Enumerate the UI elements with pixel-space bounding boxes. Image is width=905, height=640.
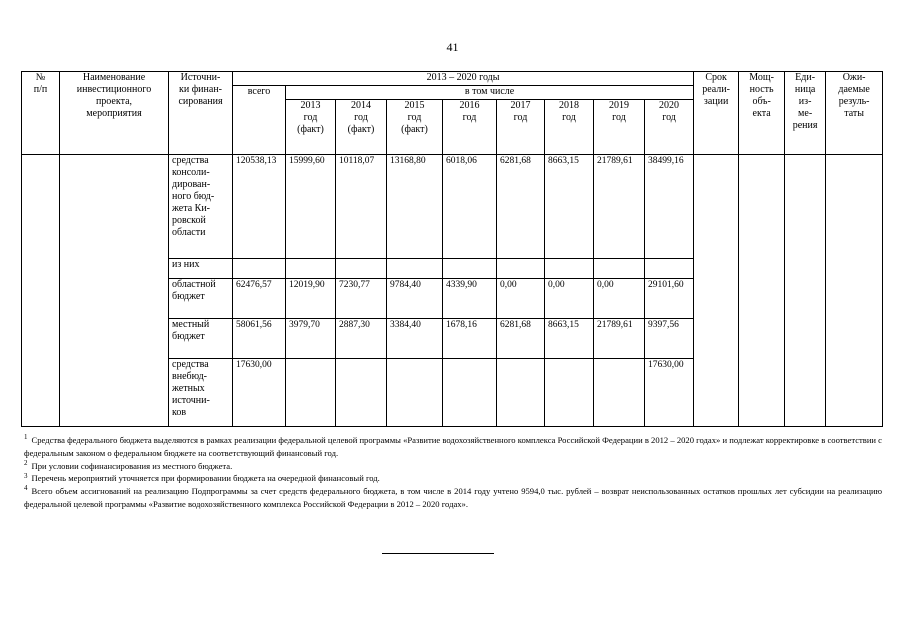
header-year-2015: 2015 год (факт) <box>387 100 443 155</box>
footer-rule <box>382 553 494 554</box>
cell-2017: 6281,68 <box>497 155 545 259</box>
cell-2013: 15999,60 <box>286 155 336 259</box>
header-period: 2013 – 2020 годы <box>233 72 694 86</box>
header-including: в том числе <box>286 86 694 100</box>
cell-2020: 29101,60 <box>645 279 694 319</box>
header-year-2014: 2014 год (факт) <box>336 100 387 155</box>
footnote <box>24 434 882 460</box>
cell-2015: 13168,80 <box>387 155 443 259</box>
cell-2014: 2887,30 <box>336 319 387 359</box>
cell-2020 <box>645 259 694 279</box>
header-results: Ожи- даемые резуль- таты <box>826 72 883 155</box>
cell-unit <box>785 155 826 427</box>
cell-total <box>233 259 286 279</box>
footnote-text: При условии софинансирования из местного бюджета. <box>31 460 233 471</box>
footnote <box>24 472 882 485</box>
footnote-mark: 1 <box>24 433 28 442</box>
cell-2016 <box>443 359 497 427</box>
cell-num <box>22 155 60 427</box>
cell-2015: 3384,40 <box>387 319 443 359</box>
cell-source: областной бюджет <box>169 279 233 319</box>
footnote-mark: 2 <box>24 458 28 467</box>
cell-2016: 4339,90 <box>443 279 497 319</box>
cell-2015: 9784,40 <box>387 279 443 319</box>
header-year-2020: 2020 год <box>645 100 694 155</box>
header-term: Срок реали- зации <box>694 72 739 155</box>
cell-2014: 7230,77 <box>336 279 387 319</box>
cell-2020: 38499,16 <box>645 155 694 259</box>
cell-2016 <box>443 259 497 279</box>
header-year-2017: 2017 год <box>497 100 545 155</box>
cell-2013 <box>286 259 336 279</box>
cell-source: местный бюджет <box>169 319 233 359</box>
cell-2013 <box>286 359 336 427</box>
cell-2017 <box>497 259 545 279</box>
cell-2016: 6018,06 <box>443 155 497 259</box>
cell-total: 58061,56 <box>233 319 286 359</box>
cell-2018: 8663,15 <box>545 319 594 359</box>
cell-2019: 0,00 <box>594 279 645 319</box>
footnote-text: Всего объем ассигнований на реализацию Подпрограммы за счет средств федерального бюджета, в том числе в 2014 году учтено 9594,0 тыс. рублей – возврат неиспользованных остатков прошлых лет субсидии на реализацию федеральной целевой программы «Развитие водохозяйственного комплекса Российской Федерации в 2012 – 2020 годах». <box>24 486 882 509</box>
cell-2016: 1678,16 <box>443 319 497 359</box>
footnote-mark: 4 <box>24 484 28 493</box>
header-num: № п/п <box>22 72 60 155</box>
header-year-2013: 2013 год (факт) <box>286 100 336 155</box>
cell-2019 <box>594 259 645 279</box>
cell-2014 <box>336 359 387 427</box>
header-year-2016: 2016 год <box>443 100 497 155</box>
footnote-mark: 3 <box>24 471 28 480</box>
cell-2018: 0,00 <box>545 279 594 319</box>
cell-source: средства внебюд- жетных источни- ков <box>169 359 233 427</box>
cell-2013: 12019,90 <box>286 279 336 319</box>
cell-2014 <box>336 259 387 279</box>
cell-2020: 9397,56 <box>645 319 694 359</box>
table-row <box>22 155 883 259</box>
cell-2017: 6281,68 <box>497 319 545 359</box>
cell-source: средства консоли- дирован- ного бюд- жета Ки- ровской области <box>169 155 233 259</box>
footnote-text: Перечень мероприятий уточняется при формировании бюджета на очередной финансовый год. <box>31 473 380 484</box>
cell-2019: 21789,61 <box>594 319 645 359</box>
page-number: 41 <box>446 40 459 54</box>
cell-2013: 3979,70 <box>286 319 336 359</box>
cell-2017: 0,00 <box>497 279 545 319</box>
cell-2015 <box>387 259 443 279</box>
footnote-text: Средства федерального бюджета выделяются в рамках реализации федеральной целевой программы «Развитие водохозяйственного комплекса Российской Федерации в 2012 – 2020 годах» и подлежат корректировке в соответствии с федеральным законом о федеральном бюджете на соответствующий финансовый год. <box>24 435 882 458</box>
footnotes <box>24 434 882 511</box>
header-year-2019: 2019 год <box>594 100 645 155</box>
cell-2014: 10118,07 <box>336 155 387 259</box>
cell-2018: 8663,15 <box>545 155 594 259</box>
cell-2019: 21789,61 <box>594 155 645 259</box>
cell-2020: 17630,00 <box>645 359 694 427</box>
header-name: Наименование инвестиционного проекта, мероприятия <box>60 72 169 155</box>
cell-total: 62476,57 <box>233 279 286 319</box>
header-source: Источни- ки финан- сирования <box>169 72 233 155</box>
header-capacity: Мощ- ность объ- екта <box>739 72 785 155</box>
cell-2018 <box>545 359 594 427</box>
cell-source: из них <box>169 259 233 279</box>
cell-results <box>826 155 883 427</box>
cell-2017 <box>497 359 545 427</box>
header-unit: Еди- ница из- ме- рения <box>785 72 826 155</box>
header-year-2018: 2018 год <box>545 100 594 155</box>
footnote <box>24 460 882 473</box>
cell-capacity <box>739 155 785 427</box>
cell-2015 <box>387 359 443 427</box>
cell-total: 120538,13 <box>233 155 286 259</box>
cell-2019 <box>594 359 645 427</box>
investment-table <box>21 71 883 427</box>
cell-name <box>60 155 169 427</box>
footnote <box>24 485 882 511</box>
cell-term <box>694 155 739 427</box>
cell-2018 <box>545 259 594 279</box>
cell-total: 17630,00 <box>233 359 286 427</box>
header-total: всего <box>233 86 286 155</box>
